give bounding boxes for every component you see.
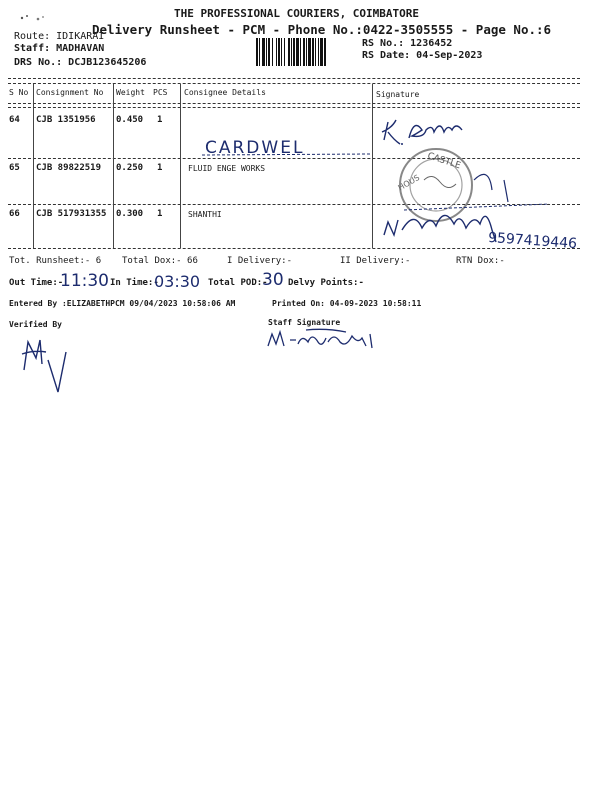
- staff-signature: [266, 326, 386, 354]
- col-header-consignee: Consignee Details: [184, 88, 266, 97]
- out-time-label: Out Time:-: [9, 278, 64, 288]
- total-runsheet: Tot. Runsheet:- 6: [9, 256, 102, 266]
- delvy-points-label: Delvy Points:-: [288, 278, 364, 288]
- column-rule: [33, 84, 34, 248]
- col-header-weight: Weight: [116, 88, 145, 97]
- ii-delivery: II Delivery:-: [340, 256, 411, 266]
- rs-date: RS Date: 04-Sep-2023: [362, 50, 483, 61]
- i-delivery: I Delivery:-: [227, 256, 293, 266]
- cell-sno: 65: [9, 163, 20, 173]
- rs-number: RS No.: 1236452: [362, 38, 453, 49]
- col-header-pcs: PCS: [153, 88, 168, 97]
- out-time-value: 11:30: [60, 271, 109, 291]
- cell-consignment: CJB 517931355: [36, 209, 107, 219]
- scan-marks: [18, 10, 48, 24]
- cell-pcs: 1: [157, 115, 163, 125]
- rtn-dox: RTN Dox:-: [456, 256, 505, 266]
- cell-consignment: CJB 1351956: [36, 115, 96, 125]
- drs-number: DRS No.: DCJB123645206: [14, 57, 147, 68]
- cell-pcs: 1: [157, 163, 163, 173]
- printed-on: Printed On: 04-09-2023 10:58:11: [272, 299, 422, 308]
- in-time-label: In Time:-: [110, 278, 159, 288]
- divider: [8, 78, 580, 79]
- divider: [8, 83, 580, 84]
- col-header-consignment: Consignment No: [36, 88, 104, 97]
- column-rule: [372, 84, 373, 248]
- route-label: Route: IDIKARAI: [14, 31, 105, 42]
- cell-consignee: FLUID ENGE WORKS: [188, 164, 266, 173]
- staff-label: Staff: MADHAVAN: [14, 43, 105, 54]
- svg-text:HOUS: HOUS: [396, 173, 422, 193]
- total-pod-label: Total POD:-: [208, 278, 268, 288]
- cell-consignee: SHANTHI: [188, 210, 222, 219]
- col-header-signature: Signature: [376, 90, 420, 99]
- cell-weight: 0.300: [116, 209, 144, 219]
- cell-sno: 66: [9, 209, 20, 219]
- svg-text:CASTLE: CASTLE: [426, 151, 462, 172]
- page-title: THE PROFESSIONAL COURIERS, COIMBATORE: [174, 7, 420, 20]
- divider: [8, 103, 580, 104]
- total-dox: Total Dox:- 66: [122, 256, 198, 266]
- handwritten-consignee: CARDWEL: [205, 138, 305, 158]
- cell-sno: 64: [9, 115, 20, 125]
- column-rule: [180, 84, 181, 248]
- cell-consignment: CJB 89822519: [36, 163, 102, 173]
- verifier-signature: [14, 330, 74, 400]
- cell-weight: 0.450: [116, 115, 144, 125]
- staff-signature-label: Staff Signature: [268, 318, 341, 327]
- cell-pcs: 1: [157, 209, 163, 219]
- divider: [8, 107, 580, 108]
- total-pod-value: 30: [262, 270, 284, 290]
- in-time-value: 03:30: [154, 272, 201, 291]
- handwritten-underline: [200, 150, 375, 160]
- handwritten-phone: 9597419446: [487, 229, 578, 253]
- col-header-sno: S No: [9, 88, 29, 97]
- barcode: [256, 38, 356, 66]
- verified-by-label: Verified By: [9, 320, 62, 329]
- barcode-bar: [324, 38, 326, 66]
- page-subtitle: Delivery Runsheet - PCM - Phone No.:0422-3505555 - Page No.:6: [92, 22, 552, 37]
- column-rule: [113, 84, 114, 248]
- cell-weight: 0.250: [116, 163, 144, 173]
- entered-by: Entered By :ELIZABETHPCM 09/04/2023 10:58:06 AM: [9, 299, 236, 308]
